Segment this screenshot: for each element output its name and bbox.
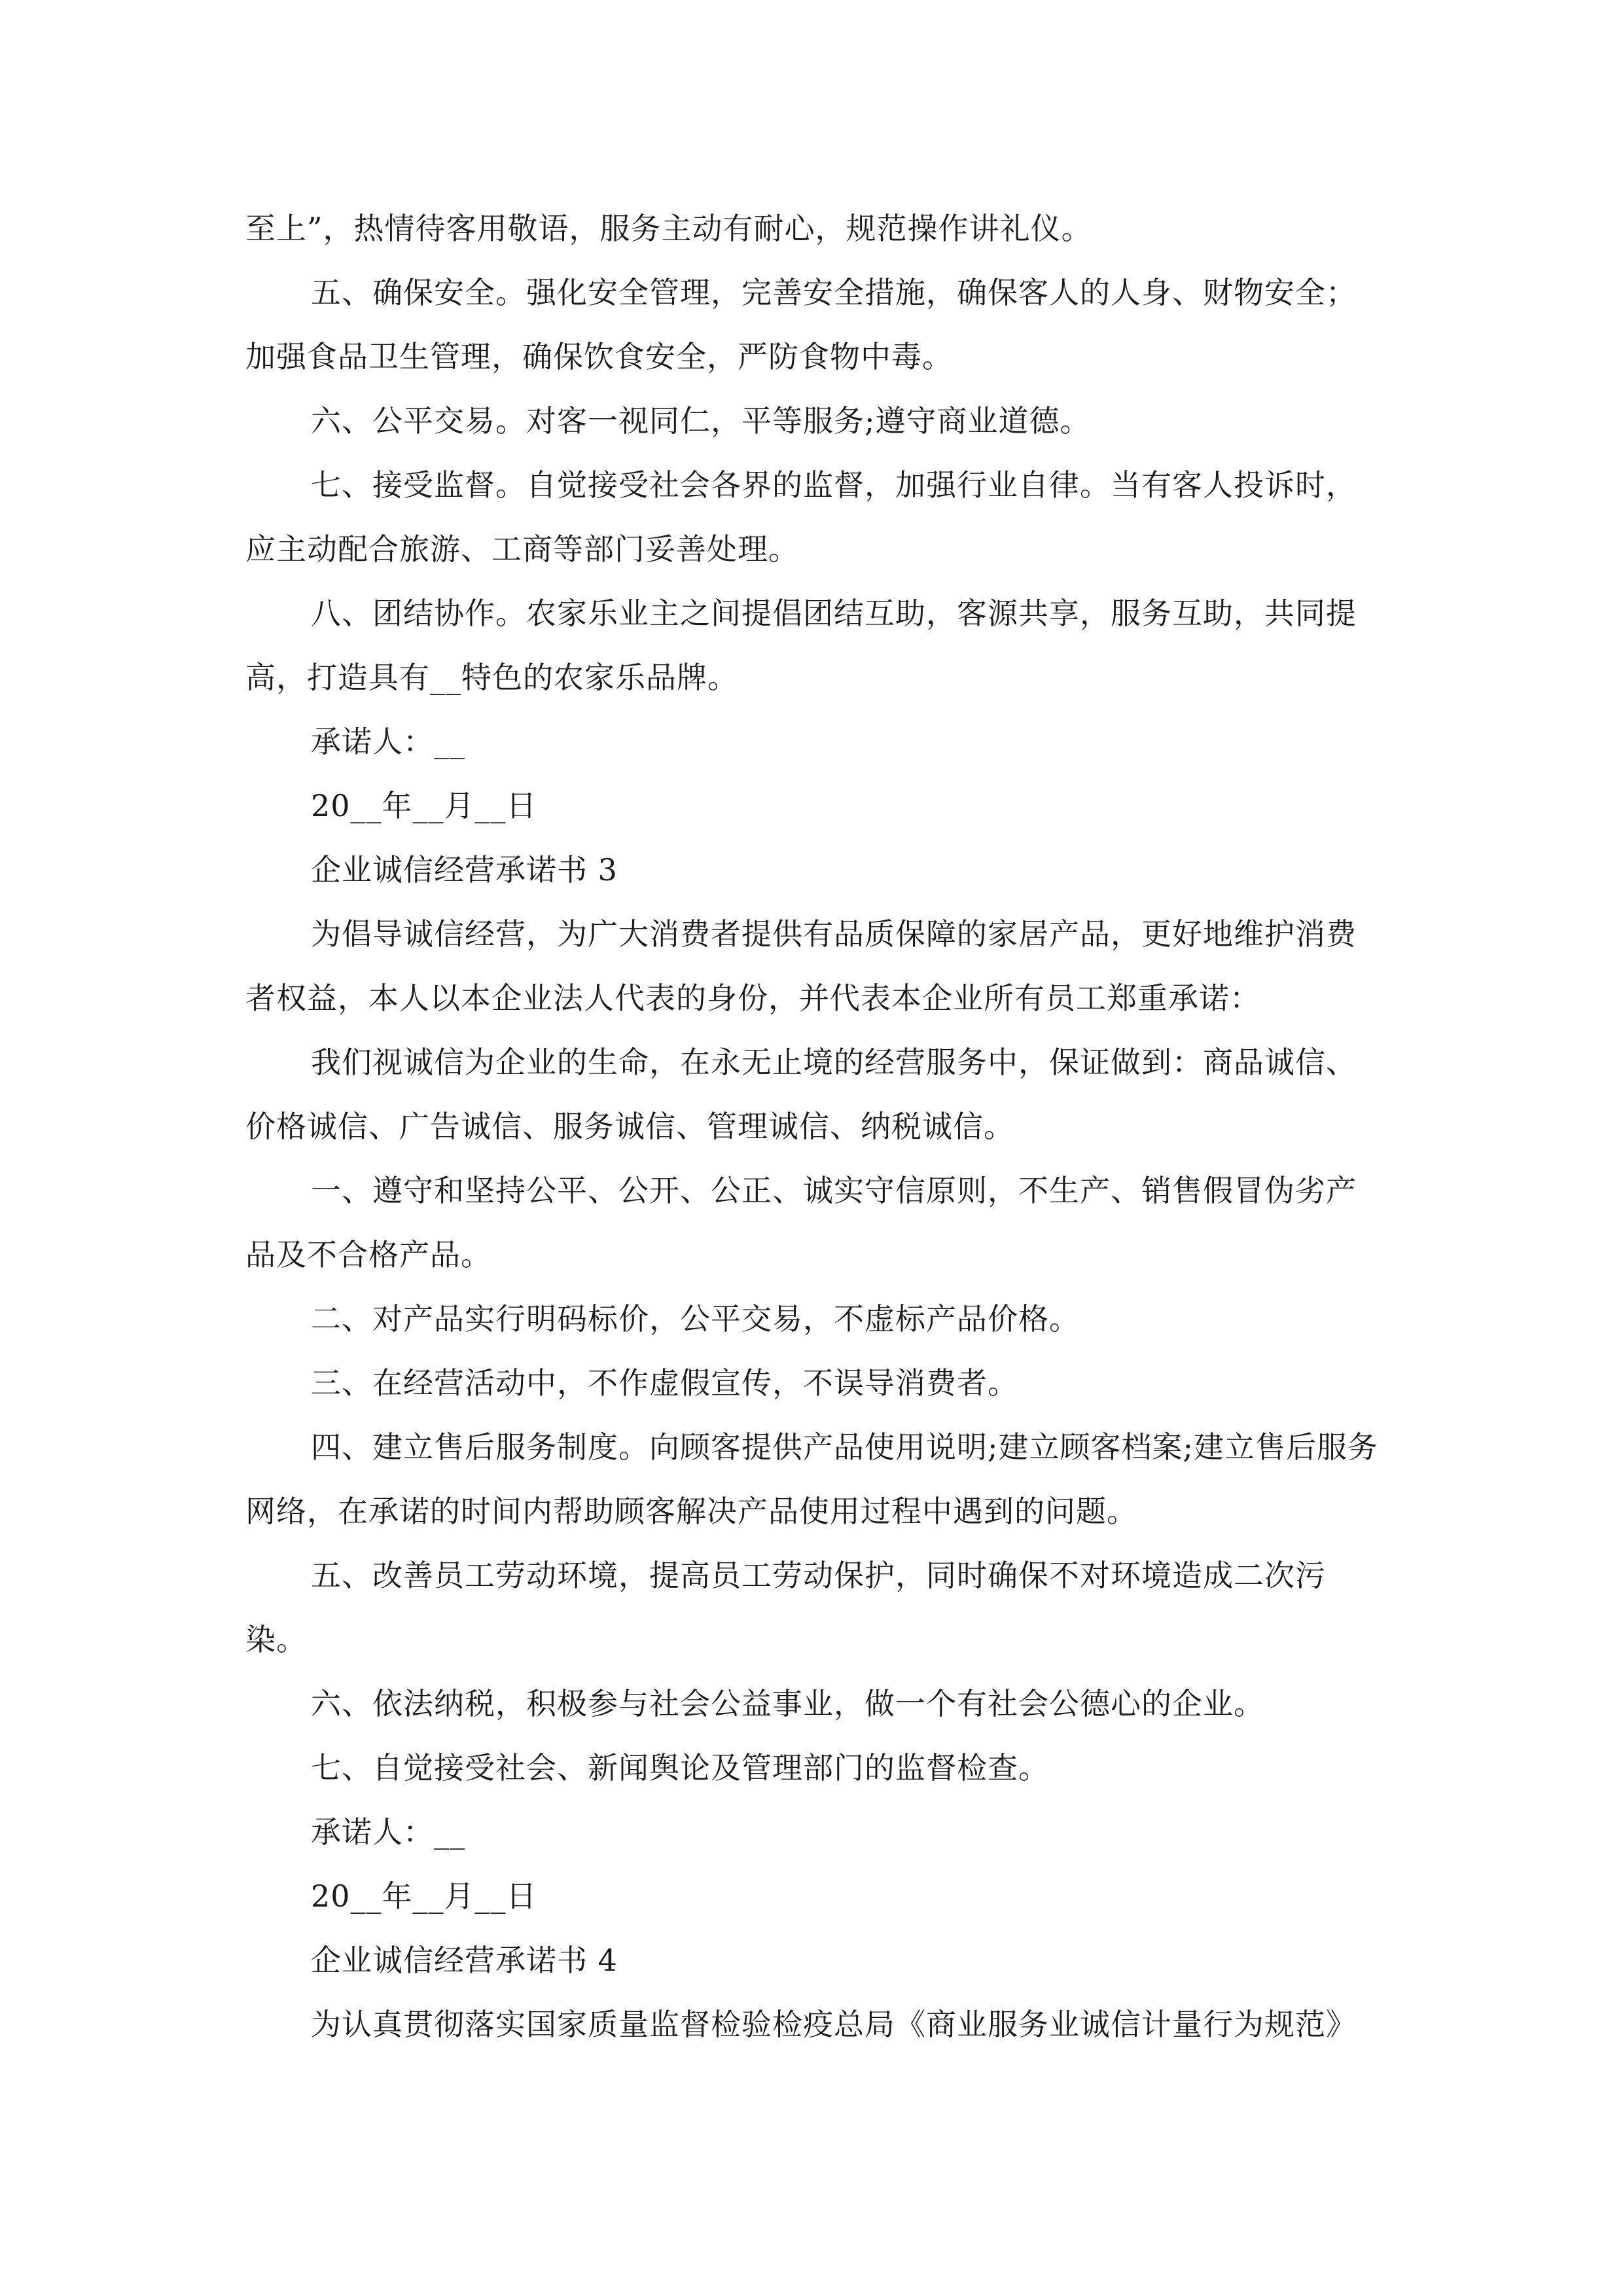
paragraph: 为倡导诚信经营，为广大消费者提供有品质保障的家居产品，更好地维护消费者权益，本人以本企业法人代表的身份，并代表本企业所有员工郑重承诺： (245, 916, 1357, 1016)
paragraph: 至上”，热情待客用敬语，服务主动有耐心，规范操作讲礼仪。 (245, 211, 1092, 246)
signatory-line: 承诺人：__ (311, 1814, 465, 1850)
paragraph: 六、依法纳税，积极参与社会公益事业，做一个有社会公德心的企业。 (311, 1686, 1264, 1721)
date-line: 20__年__月__日 (311, 788, 537, 823)
paragraph: 一、遵守和坚持公平、公开、公正、诚实守信原则，不生产、销售假冒伪劣产品及不合格产品。 (245, 1173, 1357, 1272)
date-line: 20__年__月__日 (311, 1878, 537, 1914)
paragraph: 二、对产品实行明码标价，公平交易，不虚标产品价格。 (311, 1301, 1080, 1336)
paragraph: 三、在经营活动中，不作虚假宣传，不误导消费者。 (311, 1365, 1018, 1401)
paragraph: 六、公平交易。对客一视同仁，平等服务;遵守商业道德。 (311, 403, 1091, 439)
paragraph: 五、改善员工劳动环境，提高员工劳动保护，同时确保不对环境造成二次污染。 (245, 1558, 1326, 1657)
paragraph: 四、建立售后服务制度。向顾客提供产品使用说明;建立顾客档案;建立售后服务网络，在承诺的时间内帮助顾客解决产品使用过程中遇到的问题。 (245, 1429, 1378, 1529)
paragraph: 为认真贯彻落实国家质量监督检验检疫总局《商业服务业诚信计量行为规范》 (311, 2007, 1357, 2042)
document-body (245, 196, 1384, 2056)
paragraph: 五、确保安全。强化安全管理，完善安全措施，确保客人的人身、财物安全；加强食品卫生管理，确保饮食安全，严防食物中毒。 (245, 275, 1357, 374)
signatory-line: 承诺人：__ (311, 724, 465, 759)
paragraph: 我们视诚信为企业的生命，在永无止境的经营服务中，保证做到：商品诚信、价格诚信、广告诚信、服务诚信、管理诚信、纳税诚信。 (245, 1045, 1357, 1144)
section-heading: 企业诚信经营承诺书 4 (311, 1943, 618, 1978)
paragraph: 七、接受监督。自觉接受社会各界的监督，加强行业自律。当有客人投诉时，应主动配合旅游、工商等部门妥善处理。 (245, 467, 1357, 567)
section-heading: 企业诚信经营承诺书 3 (311, 852, 618, 888)
paragraph: 八、团结协作。农家乐业主之间提倡团结互助，客源共享，服务互助，共同提高，打造具有__特色的农家乐品牌。 (245, 596, 1357, 695)
paragraph: 七、自觉接受社会、新闻舆论及管理部门的监督检查。 (311, 1750, 1049, 1785)
